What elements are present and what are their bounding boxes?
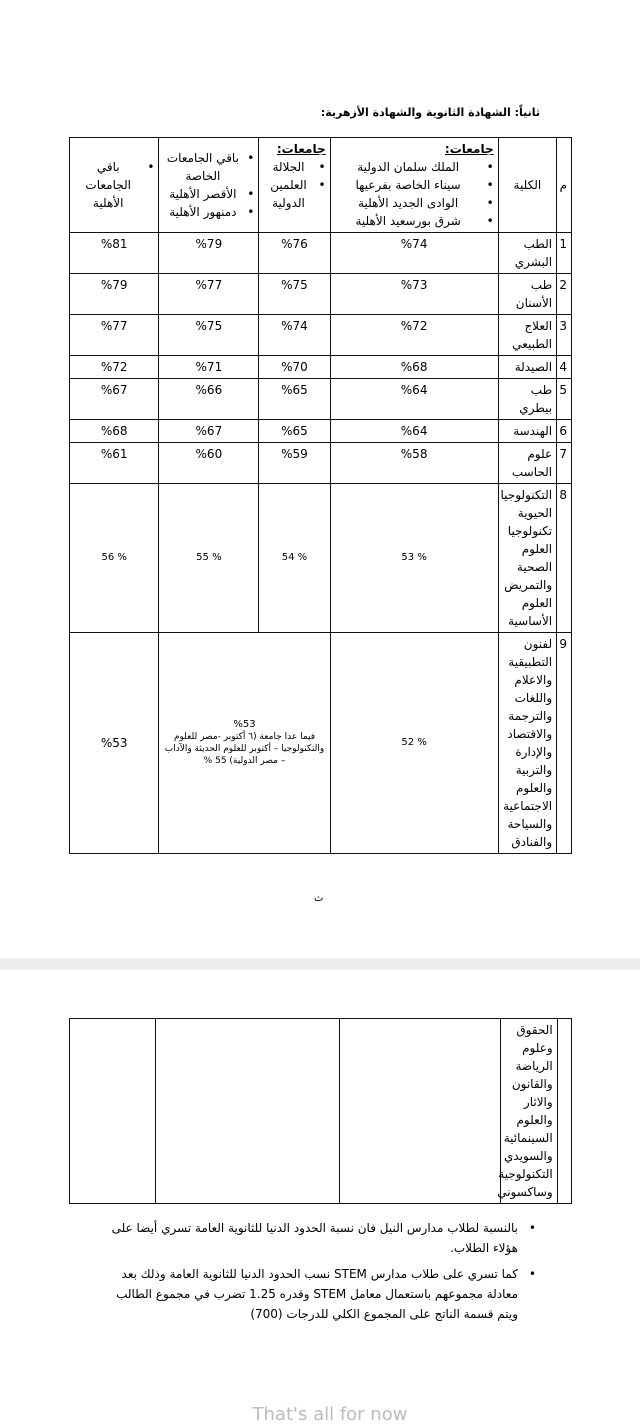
- row-num: [557, 1019, 571, 1204]
- section-heading: ثانياً: الشهادة الثانوية والشهادة الأزهرية:: [320, 106, 540, 119]
- notes: [100, 1218, 540, 1330]
- end-of-content-text: That's all for now: [252, 1404, 408, 1425]
- row-faculty: التكنولوجيا الحيوية تكنولوجيا العلوم الصحية والتمريض العلوم الأساسية: [498, 484, 556, 633]
- table-row: [70, 633, 572, 854]
- table-row: [70, 443, 572, 484]
- cell-b: %76: [259, 233, 330, 274]
- cell-d: %61: [70, 443, 159, 484]
- row-faculty: الطب البشري: [498, 233, 556, 274]
- header-group-b: [259, 138, 330, 233]
- row-faculty: طب الأسنان: [498, 274, 556, 315]
- row-num: 6: [557, 420, 572, 443]
- list-item: • الوادى الجديد الأهلية: [335, 194, 494, 212]
- merged-main-value: %53: [233, 719, 256, 730]
- header-group-c: [159, 138, 259, 233]
- row-faculty: علوم الحاسب: [498, 443, 556, 484]
- cell-a: %74: [330, 233, 498, 274]
- cell-d: %67: [70, 379, 159, 420]
- list-item: • باقي الجامعات الخاصة: [163, 149, 254, 185]
- table-header-row: [70, 138, 572, 233]
- cell-b: % 54: [259, 484, 330, 633]
- header-faculty: الكلية: [498, 138, 556, 233]
- cell-c: % 55: [159, 484, 259, 633]
- header-group-d: [70, 138, 159, 233]
- cell-d: %72: [70, 356, 159, 379]
- cell-a: %73: [330, 274, 498, 315]
- row-num: 7: [557, 443, 572, 484]
- table-row: [70, 233, 572, 274]
- cell-b: %70: [259, 356, 330, 379]
- cell-c: %75: [159, 315, 259, 356]
- table-row: [70, 356, 572, 379]
- table-row: [70, 274, 572, 315]
- row-num: 4: [557, 356, 572, 379]
- cell-c: %79: [159, 233, 259, 274]
- header-group-a-title: جامعات:: [444, 142, 494, 156]
- row-num: 9: [557, 633, 572, 854]
- list-item: • دمنهور الأهلية: [163, 203, 254, 221]
- row-faculty: لفنون التطبيقية والاعلام واللغات والترجمة والاقتصاد والإدارة والتربية والعلوم الاجتماعية والسياحة والفنادق: [498, 633, 556, 854]
- list-item: • كما تسري على طلاب مدارس STEM نسب الحدود الدنيا للثانوية العامة وذلك بعد معادلة مجموعهم باستعمال معامل STEM وقدره 1.25 تضرب في مجموع الطالب ويتم قسمة الناتج على المجموع الكلي للدرجات (700): [100, 1264, 540, 1324]
- cell-c: %66: [159, 379, 259, 420]
- cell-b: %65: [259, 420, 330, 443]
- list-item: • الملك سلمان الدولية: [335, 158, 494, 176]
- list-item: • باقي الجامعات الأهلية: [74, 158, 154, 212]
- cell-a: % 52: [330, 633, 498, 854]
- cell-a: [339, 1019, 501, 1204]
- cell-d: %79: [70, 274, 159, 315]
- header-group-b-title: جامعات:: [276, 142, 326, 156]
- cell-merged-bc: [159, 633, 330, 854]
- table-row: [70, 484, 572, 633]
- list-item: • شرق بورسعيد الأهلية: [335, 212, 494, 230]
- cell-b: %59: [259, 443, 330, 484]
- table-row: [70, 315, 572, 356]
- cell-d: %77: [70, 315, 159, 356]
- list-item: • الأقصر الأهلية: [163, 185, 254, 203]
- cell-d: % 56: [70, 484, 159, 633]
- row-faculty: الهندسة: [498, 420, 556, 443]
- cell-b: %74: [259, 315, 330, 356]
- cell-bc: [155, 1019, 339, 1204]
- page-separator: [0, 958, 640, 970]
- table-row: [70, 379, 572, 420]
- cell-d: %53: [70, 633, 159, 854]
- row-num: 2: [557, 274, 572, 315]
- cell-a: %72: [330, 315, 498, 356]
- table-row: [70, 420, 572, 443]
- cell-a: % 53: [330, 484, 498, 633]
- list-item: • العلمين الدولية: [263, 176, 325, 212]
- cell-b: %65: [259, 379, 330, 420]
- list-item: • بالنسبة لطلاب مدارس النيل فان نسبة الحدود الدنيا للثانوية العامة تسري أيضا على هؤلاء الطلاب.: [100, 1218, 540, 1258]
- row-faculty: الحقوق وعلوم الرياضة والقانون والاثار والعلوم السينمائية والسويدي التكنولوجية وساكسوني: [501, 1019, 557, 1204]
- cell-a: %58: [330, 443, 498, 484]
- cell-b: %75: [259, 274, 330, 315]
- cell-d: %68: [70, 420, 159, 443]
- admission-table: [69, 137, 572, 854]
- header-group-a: [330, 138, 498, 233]
- row-faculty: طب بيطري: [498, 379, 556, 420]
- list-item: • سيناء الخاصة بفرعيها: [335, 176, 494, 194]
- cell-c: %60: [159, 443, 259, 484]
- list-item: • الجلالة: [263, 158, 325, 176]
- row-faculty: العلاج الطبيعي: [498, 315, 556, 356]
- document-page-2: [0, 970, 640, 1422]
- row-faculty: الصيدلة: [498, 356, 556, 379]
- cell-d: %81: [70, 233, 159, 274]
- cell-a: %68: [330, 356, 498, 379]
- cell-c: %71: [159, 356, 259, 379]
- row-num: 5: [557, 379, 572, 420]
- page-footer-letter: ث: [314, 893, 324, 904]
- header-num: م: [557, 138, 572, 233]
- cell-c: %67: [159, 420, 259, 443]
- cell-a: %64: [330, 379, 498, 420]
- merged-note-text: فيما عدا جامعة (٦ أكتوبر -مصر للعلوم والتكنولوجيا – أكتوبر للعلوم الحديثة والآداب – مصر الدولية) 55 %: [164, 732, 325, 766]
- row-num: 1: [557, 233, 572, 274]
- row-num: 8: [557, 484, 572, 633]
- cell-d: [70, 1019, 156, 1204]
- admission-table-continued: [69, 1018, 572, 1204]
- table-row: [70, 1019, 572, 1204]
- row-num: 3: [557, 315, 572, 356]
- cell-a: %64: [330, 420, 498, 443]
- cell-c: %77: [159, 274, 259, 315]
